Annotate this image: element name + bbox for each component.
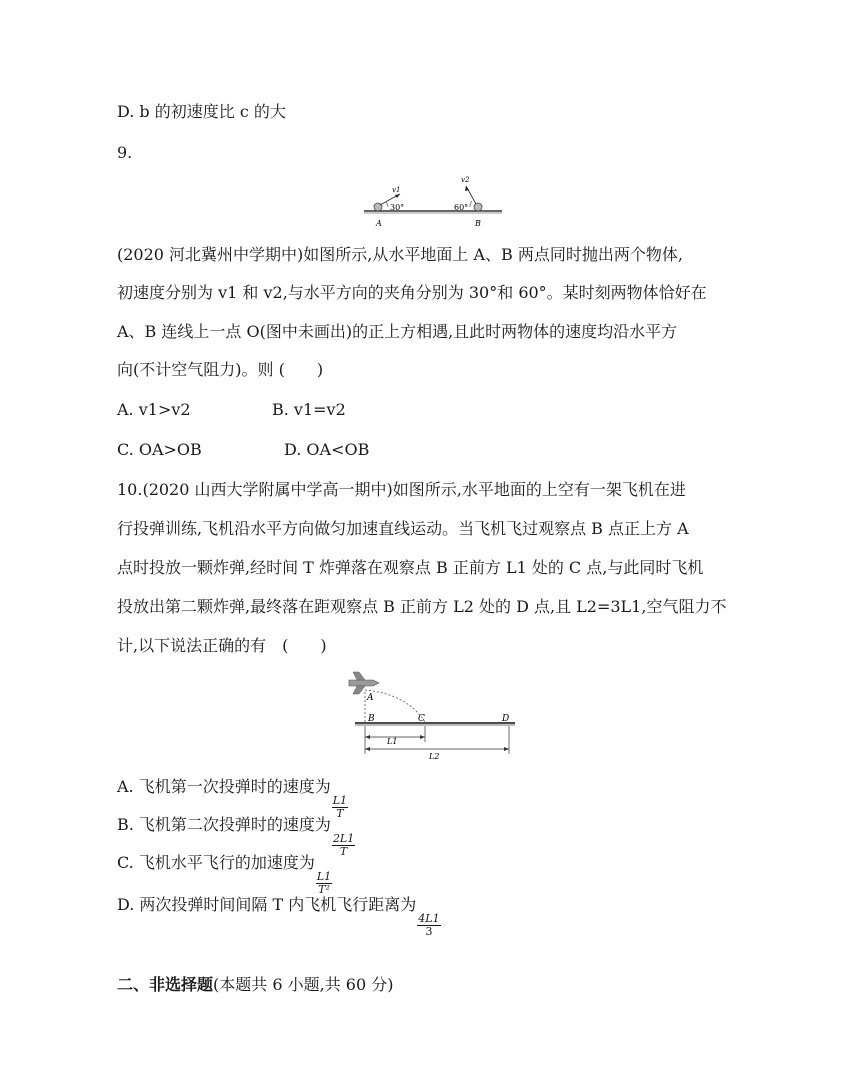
q9-point-a: A [376, 219, 382, 228]
q10-point-b: B [368, 714, 375, 724]
fraction: $\frac{L1}{T}$ [332, 794, 348, 820]
q9-stem-line-4: 向(不计空气阻力)。则 ( ) [117, 360, 324, 379]
q9-point-b: B [475, 219, 481, 228]
fraction: $\frac{4L1}{3}$ [418, 912, 440, 938]
section-heading [117, 975, 393, 995]
ball-b [474, 203, 482, 211]
fraction: $\frac{2L1}{T}$ [332, 832, 355, 858]
q9-figure [362, 170, 504, 232]
q10-point-a: A [367, 693, 374, 703]
airplane-icon [349, 672, 379, 694]
q10-option-a: A. 飞机第一次投弹时的速度为 $\frac{L1}{T}$ [117, 777, 348, 820]
q10-figure [345, 670, 520, 762]
q9-angle-a: 30° [390, 203, 405, 212]
q10-option-d: D. 两次投弹时间间隔 T 内飞机飞行距离为 $\frac{4L1}{3}$ [117, 895, 440, 938]
q10-stem-line-1: 10.(2020 山西大学附属中学高一期中)如图所示,水平地面的上空有一架飞机在进 [117, 480, 686, 499]
q9-option-a: A. v1>v2 [117, 400, 191, 419]
q10-stem-line-5: 计,以下说法正确的有 ( ) [117, 636, 327, 655]
section-note: (本题共 6 小题,共 60 分) [213, 975, 394, 994]
q10-option-b: B. 飞机第二次投弹时的速度为 $\frac{2L1}{T}$ [117, 815, 355, 858]
q8-option-d: D. b 的初速度比 c 的大 [117, 102, 286, 121]
q9-stem-line-2: 初速度分别为 v1 和 v2,与水平方向的夹角分别为 30°和 60°。某时刻两物体恰好在 [117, 283, 707, 302]
q9-number: 9. [117, 143, 133, 162]
q10-label-l1: L1 [387, 737, 398, 746]
q10-label-l2: L2 [429, 752, 440, 761]
q10-point-c: C [418, 714, 425, 724]
fraction: $\frac{L1}{\text{T²}}$ [316, 870, 332, 896]
q9-angle-b: 60° [454, 203, 469, 212]
q9-stem-line-1: (2020 河北冀州中学期中)如图所示,从水平地面上 A、B 两点同时抛出两个物体, [117, 245, 683, 264]
q9-option-c: C. OA>OB [117, 440, 202, 459]
q9-stem-line-3: A、B 连线上一点 O(图中未画出)的正上方相遇,且此时两物体的速度均沿水平方 [117, 322, 678, 341]
q10-stem-line-3: 点时投放一颗炸弹,经时间 T 炸弹落在观察点 B 正前方 L1 处的 C 点,与此同时飞机 [117, 558, 704, 577]
q10-option-c: C. 飞机水平飞行的加速度为 $\frac{L1}{\text{T²}}$ [117, 853, 332, 896]
q9-label-v1: v1 [392, 186, 401, 194]
q10-stem-line-2: 行投弹训练,飞机沿水平方向做匀加速直线运动。当飞机飞过观察点 B 点正上方 A [117, 519, 689, 538]
q9-label-v2: v2 [461, 176, 470, 184]
q9-option-b: B. v1=v2 [272, 400, 346, 419]
q10-point-d: D [502, 714, 510, 724]
q10-stem-line-4: 投放出第二颗炸弹,最终落在距观察点 B 正前方 L2 处的 D 点,且 L2=3L1,空气阻力不 [117, 597, 727, 616]
section-title: 二、非选择题 [117, 975, 214, 994]
q9-option-d: D. OA<OB [284, 440, 370, 459]
